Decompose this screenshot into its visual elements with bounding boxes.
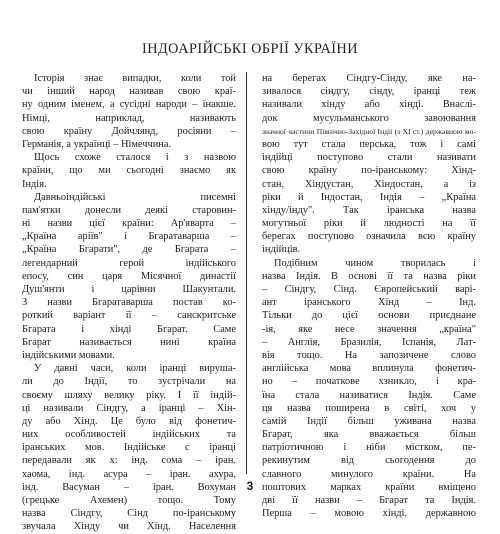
text-line: передавали як х: інд. сома – іран. bbox=[22, 455, 236, 467]
text-line: берегах поступово означила всю країну bbox=[262, 231, 476, 243]
text-line: дві її назви – Бгарат та Індія. bbox=[262, 495, 476, 506]
text-line: зивалося сіндгу, сінду, іранці теж bbox=[262, 86, 476, 98]
text-line: ця назва поширена в світі, хоч у bbox=[262, 402, 476, 414]
text-line: ли до Індії, то зустрічали на bbox=[22, 376, 236, 388]
text-line: Щось схоже сталося і з назвою bbox=[34, 152, 236, 164]
text-line: З назви Бгаратаварша постав ко- bbox=[22, 297, 236, 309]
text-line: вою тут стала перська, тож і самі bbox=[262, 138, 476, 150]
text-line: індійці поступово стали називати bbox=[262, 152, 476, 164]
text-line: Душ'янти і царівни Шакунтали. bbox=[22, 284, 236, 295]
text-line: „Країна аріїв" і Бгаратаварша – bbox=[22, 231, 236, 243]
text-line: – Сіндгу, Сінд. Європейський варі- bbox=[262, 284, 476, 295]
text-line: Подібним чином творилась і bbox=[274, 257, 476, 269]
text-line: Бгарата і хінді Бгарат. Саме bbox=[22, 323, 236, 335]
text-line: Історія знає випадки, коли той bbox=[34, 73, 236, 84]
text-line: іранських мов. Індійське с іранці bbox=[22, 442, 236, 454]
text-line: чи інший народ називав свою краї- bbox=[22, 86, 236, 98]
text-line: країни, що ми сьогодні знаємо як bbox=[22, 165, 236, 177]
text-line: Тільки до цієї основи приєднане bbox=[262, 310, 476, 322]
text-line: інд. Васуман – іран. Вохуман bbox=[22, 481, 236, 493]
text-line: Індія. bbox=[22, 178, 47, 190]
page-number: 3 bbox=[246, 479, 254, 493]
text-line: Бгарат, яка вважається більш bbox=[262, 429, 476, 441]
text-line: ці називали Сіндгу, а іранці – Хін- bbox=[22, 402, 236, 414]
text-line: індійців. bbox=[262, 244, 301, 256]
text-line: Германія, а українці – Німеччина. bbox=[22, 138, 172, 150]
text-line: хаома, інд. асура – іран. ахура, bbox=[22, 468, 236, 480]
text-line: назва Індія. В основі її та назва ріки bbox=[262, 270, 476, 282]
text-line: роткий варіант її – санскритське bbox=[22, 310, 236, 322]
text-line: поштових марках країни вміщено bbox=[262, 481, 476, 493]
text-line: легендарний герой індійського bbox=[22, 257, 236, 269]
text-line: ду або Хінд. Це було від фонетич- bbox=[22, 415, 236, 427]
text-line: „Країна Бгарати", де Бгарата – bbox=[22, 244, 236, 256]
column-divider bbox=[246, 72, 247, 474]
text-line: Бгарат називається нині країна bbox=[22, 336, 236, 348]
text-line: на берегах Сіндгу-Сінду, яке на- bbox=[262, 73, 476, 84]
text-line: своєму шляху велику ріку. І її індій- bbox=[22, 389, 236, 401]
text-line: називали хінду або хінді. Внаслі- bbox=[262, 99, 476, 111]
text-line: славного минулого країни. На bbox=[262, 468, 476, 480]
text-line: звучала Хінду чи Хінд. Населення bbox=[22, 521, 236, 533]
text-line: значної частини Північно-Західної Індії (з XI ст.) державною мо- bbox=[262, 126, 476, 136]
page-title: ІНДОАРІЙСЬКІ ОБРІЇ УКРАЇНИ bbox=[142, 40, 358, 57]
text-line: свою країну по-іранському: Хінд- bbox=[262, 165, 476, 177]
text-line: могутньої ріки й людності на її bbox=[262, 218, 476, 230]
text-line: них особливостей індійських та bbox=[22, 429, 236, 441]
left-column bbox=[22, 72, 236, 534]
text-line: назва Сіндгу, Сінд по-іранському bbox=[22, 508, 236, 520]
text-line: англійська мова вплинула фонетич- bbox=[262, 363, 476, 375]
text-line: індійськими мовами. bbox=[22, 349, 115, 361]
text-line: У давні часи, коли іранці вируша- bbox=[34, 363, 236, 375]
text-line: Німці, наприклад, називають bbox=[22, 112, 236, 124]
text-line: самій Індії більш уживана назва bbox=[262, 415, 476, 427]
text-line: Давньоіндійські писемні bbox=[34, 191, 236, 203]
text-line: Перша – мовою хінді, державною bbox=[262, 508, 476, 520]
text-line: свою країну Дойчлянд, росіяни – bbox=[22, 125, 236, 137]
text-line: ант іранського Хінд – Інд. bbox=[262, 297, 476, 309]
text-line: (грецьке Ахемен) тощо. Тому bbox=[22, 495, 236, 506]
text-line: док мусульманського завоювання bbox=[262, 112, 476, 124]
text-line: рекинутим від сьогодення до bbox=[262, 455, 476, 467]
text-line: ні назви цієї країни: Ар'яварта – bbox=[22, 218, 236, 230]
text-line: пам'ятки донесли деякі старовин- bbox=[22, 204, 236, 216]
text-line: ріки й Індостан, Індія – „Країна bbox=[262, 191, 476, 203]
text-line: -ія, яке несе значення „країна" bbox=[262, 323, 476, 335]
text-line: хінду/інду". Так іранська назва bbox=[262, 204, 476, 216]
text-line: їна стала називатися Індія. Саме bbox=[262, 389, 476, 401]
text-line: стан, Хіндустан, Хіндостан, а із bbox=[262, 178, 476, 190]
text-line: – Англія, Бразилія, Іспанія, Лат- bbox=[262, 336, 476, 348]
text-line: ну одним іменем, а сусідні народи – інакше. bbox=[22, 99, 236, 111]
text-line: но – початкове хзникло, і кра- bbox=[262, 376, 476, 388]
text-line: вія тощо. На запозичене слово bbox=[262, 349, 476, 361]
text-line: патріотичною і ніби містком, пе- bbox=[262, 442, 476, 454]
text-line: епосу, син царя Місячної династії bbox=[22, 270, 236, 282]
right-column bbox=[262, 72, 476, 520]
